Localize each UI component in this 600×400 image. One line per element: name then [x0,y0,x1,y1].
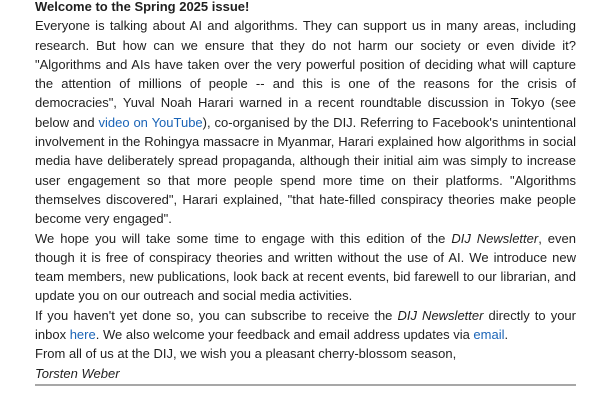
subscribe-paragraph [35,306,576,345]
newsletter-title-emphasis: DIJ Newsletter [451,230,539,246]
intro-text-2: ), co-organised by the DIJ. Referring to Facebook's unintentional involvement in the Rohingya massacre in Myanmar, Harari explained how algorithms in social media have deliberately spread propaganda, although their initial aim was simply to increase user engagement so that more people spend more time on their platforms. "Algorithms themselves discovered", Harari explained, "that hate-filled conspiracy theories make people become very engaged". [35,114,576,227]
intro-paragraph [35,16,576,228]
section-divider [35,384,576,386]
subscribe-text-1: If you haven't yet done so, you can subscribe to receive the [35,307,398,323]
email-link[interactable]: email [473,327,505,343]
intro-text-1: Everyone is talking about AI and algorithms. They can support us in many areas, including research. But how can we ensure that they do not harm our society or even divide it? "Algorithms and AIs have taken over the very powerful position of deciding what will capture the attention of millions of people -- and this is one of the reasons for the crisis of democracies", Yuval Noah Harari warned in a recent roundtable discussion in Tokyo (see below and [35,18,576,130]
newsletter-heading: Welcome to the Spring 2025 issue! [35,0,250,14]
engagement-text-1: We hope you will take some time to engage with this edition of the [35,230,452,246]
subscribe-text-3: . We also welcome your feedback and email address updates via [95,327,474,343]
subscribe-text-4: . [504,327,509,343]
newsletter-body [35,0,576,383]
closing-paragraph: From all of us at the DIJ, we wish you a pleasant cherry-blossom season, [35,346,457,362]
subscribe-text-2: directly to your inbox [35,307,576,343]
signature: Torsten Weber [35,365,120,381]
newsletter-title-emphasis-2: DIJ Newsletter [397,307,484,323]
engagement-text-2: , even though it is free of conspiracy theories and written without the use of AI. We introduce new team members, new publications, look back at recent events, bid farewell to our librarian, and update you on our outreach and social media activities. [35,230,576,304]
subscribe-here-link[interactable]: here [69,327,96,343]
engagement-paragraph [35,229,576,306]
youtube-video-link[interactable]: video on YouTube [98,114,203,130]
